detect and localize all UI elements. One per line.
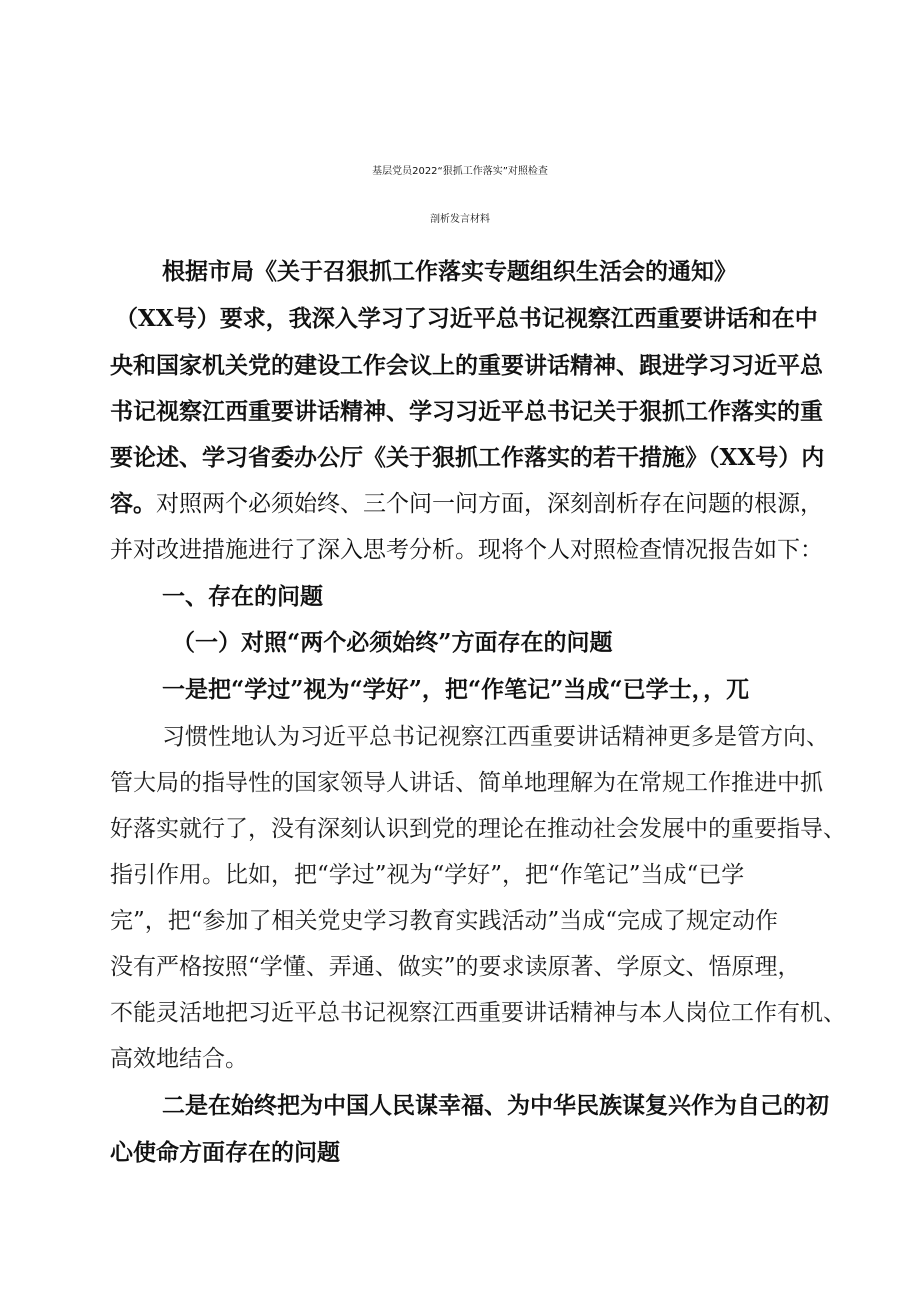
paragraph-2-line-4: 指引作用。比如，把“学过”视为“学好”，把“作笔记”当成“已学 bbox=[110, 862, 745, 888]
paragraph-2-line-6: 没有严格按照“学懂、弄通、做实”的要求读原著、学原文、悟原理， bbox=[110, 954, 801, 980]
paragraph-2-line-5: 完”，把“参加了相关党史学习教育实践活动”当成“完成了规定动作 bbox=[110, 908, 779, 934]
paragraph-1-line-6-bold: 容。 bbox=[110, 490, 156, 517]
point-2-heading-line-2: 心使命方面存在的问题 bbox=[110, 1139, 340, 1166]
subsection-1-heading: （一）对照“两个必须始终”方面存在的问题 bbox=[172, 629, 613, 656]
paragraph-2-line-7: 不能灵活地把习近平总书记视察江西重要讲话精神与本人岗位工作有机、 bbox=[110, 1000, 846, 1026]
paragraph-2-line-8: 高效地结合。 bbox=[110, 1046, 248, 1072]
paragraph-1-line-5: 要论述、学习省委办公厅《关于狠抓工作落实的若干措施》（XX号）内 bbox=[110, 444, 825, 471]
paragraph-2-line-3: 好落实就行了，没有深刻认识到党的理论在推动社会发展中的重要指导、 bbox=[110, 816, 846, 842]
paragraph-2-line-2: 管大局的指导性的国家领导人讲话、简单地理解为在常规工作推进中抓 bbox=[110, 770, 823, 796]
paragraph-1-line-6-rest: 对照两个必须始终、三个问一问方面，深刻剖析存在问题的根源， bbox=[156, 491, 823, 517]
point-2-heading-line-1: 二是在始终把为中国人民谋幸福、为中华民族谋复兴作为自己的初 bbox=[162, 1092, 829, 1119]
document-title-line-1: 基层党员2022“狠抓工作落实”对照检查 bbox=[372, 166, 548, 177]
paragraph-2-line-1: 习惯性地认为习近平总书记视察江西重要讲话精神更多是管方向、 bbox=[162, 724, 829, 750]
section-1-heading: 一、存在的问题 bbox=[162, 583, 323, 610]
document-title-line-2: 剖析发言材料 bbox=[430, 214, 490, 225]
paragraph-1-line-2: （XX号）要求，我深入学习了习近平总书记视察江西重要讲话和在中 bbox=[115, 305, 818, 332]
paragraph-1-line-7: 并对改进措施进行了深入思考分析。现将个人对照检查情况报告如下： bbox=[110, 537, 823, 563]
point-1-heading: 一是把“学过”视为“学好”，把“作笔记”当成“已学士，，兀 bbox=[162, 676, 750, 703]
paragraph-1-line-3: 央和国家机关党的建设工作会议上的重要讲话精神、跟进学习习近平总 bbox=[110, 352, 823, 379]
paragraph-1-line-4: 书记视察江西重要讲话精神、学习习近平总书记关于狠抓工作落实的重 bbox=[110, 398, 823, 425]
paragraph-1-line-6 bbox=[110, 489, 823, 519]
paragraph-1-line-1: 根据市局《关于召狠抓工作落实专题组织生活会的通知》 bbox=[162, 258, 737, 285]
